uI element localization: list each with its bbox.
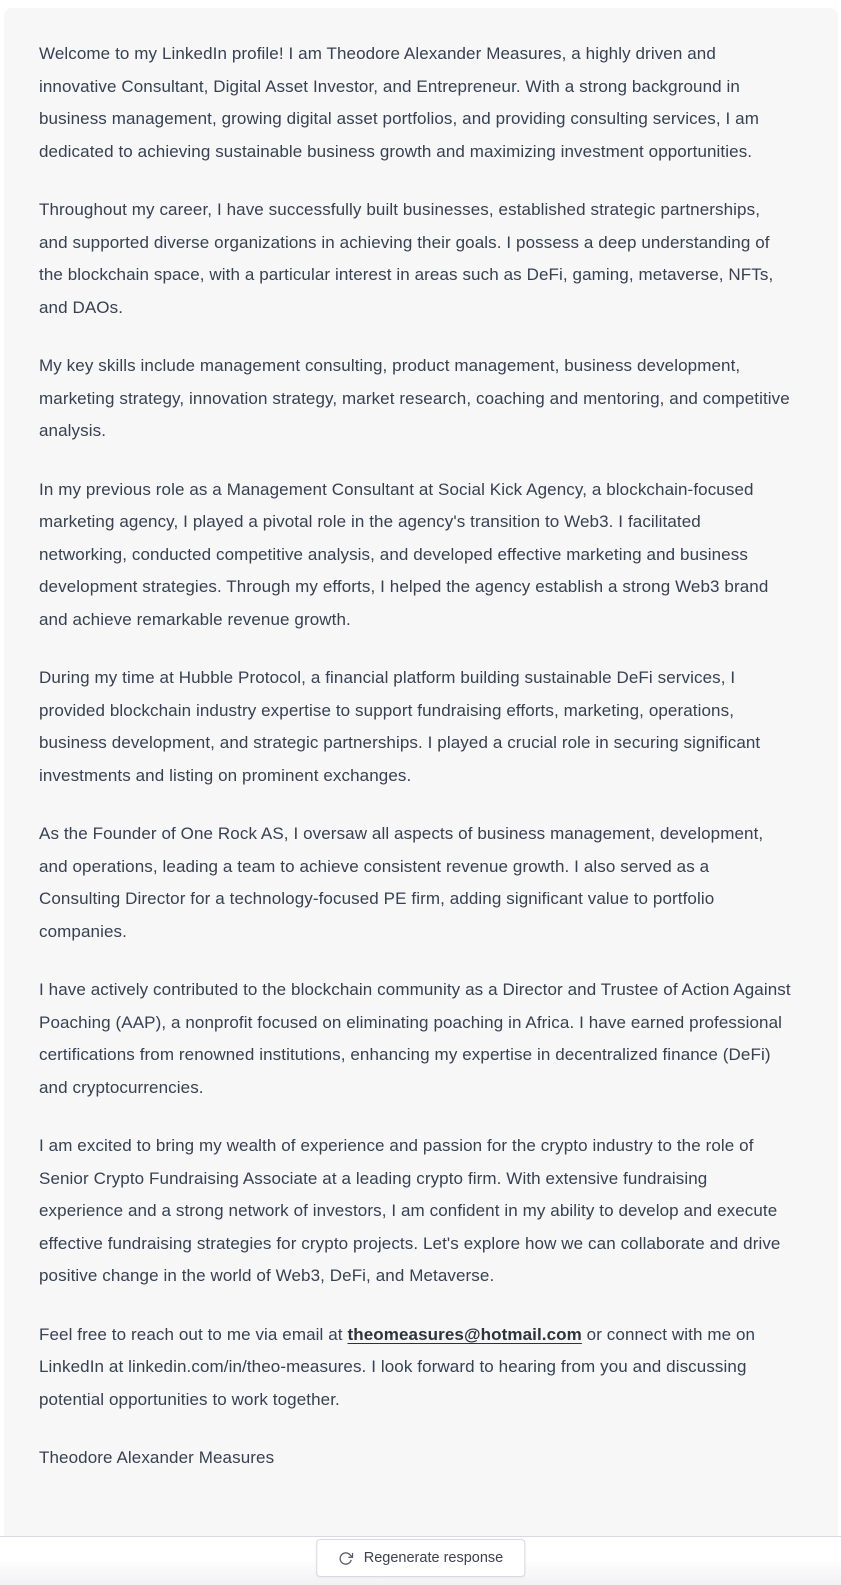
message-paragraph-contact bbox=[39, 1319, 791, 1417]
message-signature: Theodore Alexander Measures bbox=[39, 1448, 275, 1467]
message-paragraph: I am excited to bring my wealth of experience and passion for the crypto industry to the role of Senior Crypto Fundraising Associate at a leading crypto firm. With extensive fundraising experience and a strong network of investors, I am confident in my ability to develop and execute effective fundraising strategies for crypto projects. Let's explore how we can collaborate and drive positive change in the world of Web3, DeFi, and Metaverse. bbox=[39, 1136, 781, 1285]
message-paragraph: During my time at Hubble Protocol, a financial platform building sustainable DeFi services, I provided blockchain industry expertise to support fundraising efforts, marketing, operations, business development, and strategic partnerships. I played a crucial role in securing significant investments and listing on prominent exchanges. bbox=[39, 668, 761, 785]
regenerate-button-label: Regenerate response bbox=[363, 1550, 504, 1566]
message-paragraph: Throughout my career, I have successfully built businesses, established strategic partnerships, and supported diverse organizations in achieving their goals. I possess a deep understanding of the blockchain space, with a particular interest in areas such as DeFi, gaming, metaverse, NFTs, and DAOs. bbox=[39, 200, 774, 317]
message-paragraph: Welcome to my LinkedIn profile! I am Theodore Alexander Measures, a highly driven and innovative Consultant, Digital Asset Investor, and Entrepreneur. With a strong background in business management, growing digital asset portfolios, and providing consulting services, I am dedicated to achieving sustainable business growth and maximizing investment opportunities. bbox=[39, 44, 759, 161]
message-paragraph: As the Founder of One Rock AS, I oversaw all aspects of business management, development, and operations, leading a team to achieve consistent revenue growth. I also served as a Consulting Director for a technology-focused PE firm, adding significant value to portfolio companies. bbox=[39, 824, 764, 941]
message-paragraph: In my previous role as a Management Consultant at Social Kick Agency, a blockchain-focused marketing agency, I played a pivotal role in the agency's transition to Web3. I facilitated networking, conducted competitive analysis, and developed effective marketing and business development strategies. Through my efforts, I helped the agency establish a strong Web3 brand and achieve remarkable revenue growth. bbox=[39, 479, 769, 629]
email-link[interactable]: theomeasures@hotmail.com bbox=[347, 1324, 582, 1344]
contact-text-after: or connect with me on LinkedIn at linkedin.com/in/theo-measures. I look forward to hearing from you and discussing potential opportunities to work together. bbox=[39, 1324, 756, 1409]
contact-text-before: Feel free to reach out to me via email at bbox=[39, 1324, 348, 1344]
refresh-icon bbox=[338, 1551, 353, 1566]
assistant-message bbox=[4, 8, 838, 1536]
message-content bbox=[4, 8, 838, 1475]
regenerate-response-button[interactable] bbox=[316, 1539, 525, 1577]
message-paragraph: My key skills include management consulting, product management, business development, marketing strategy, innovation strategy, market research, coaching and mentoring, and competitive analysis. bbox=[39, 356, 790, 440]
message-paragraph: I have actively contributed to the blockchain community as a Director and Trustee of Action Against Poaching (AAP), a nonprofit focused on eliminating poaching in Africa. I have earned professional certifications from renowned institutions, enhancing my expertise in decentralized finance (DeFi) and cryptocurrencies. bbox=[39, 980, 791, 1097]
